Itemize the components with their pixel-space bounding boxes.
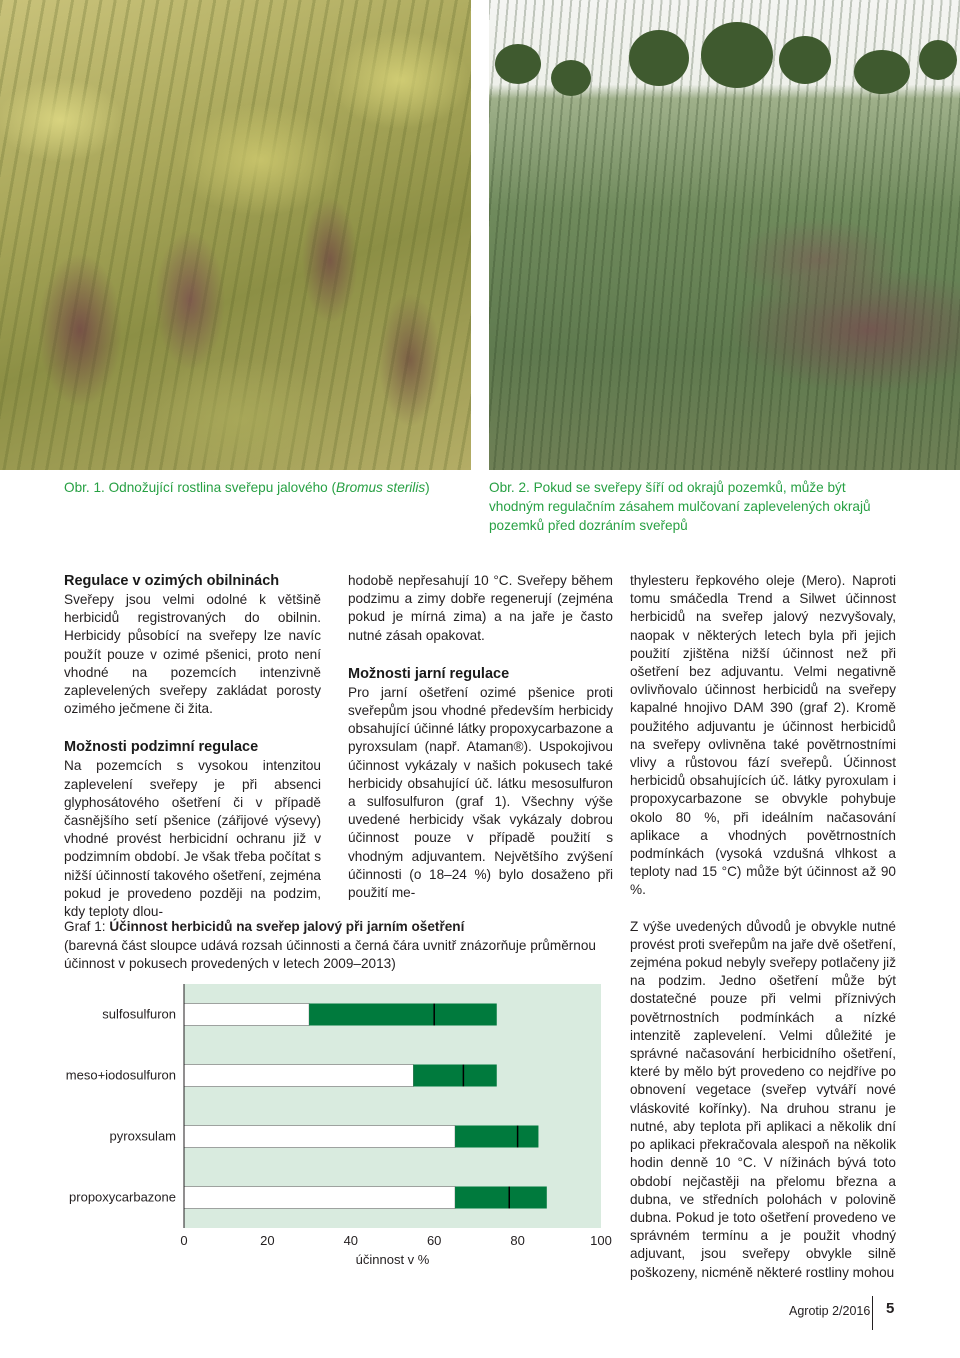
tree-shape (629, 30, 689, 86)
footer-divider (872, 1296, 873, 1330)
tree-shape (919, 40, 957, 80)
bar-base (184, 1126, 455, 1148)
column-1 (64, 572, 321, 921)
section-heading: Možnosti jarní regulace (348, 665, 510, 682)
x-tick-label: 20 (260, 1233, 275, 1248)
x-tick-label: 80 (510, 1233, 525, 1248)
graph-label: Graf 1: (64, 919, 110, 934)
section-heading: Regulace v ozimých obilninách (64, 573, 280, 589)
bar-range (309, 1004, 497, 1026)
tree-shape (779, 36, 831, 84)
tree-shape (701, 22, 773, 88)
bar-range (455, 1187, 547, 1209)
column-2 (348, 572, 613, 902)
efficacy-bar-chart (0, 980, 620, 1280)
section-heading: Možnosti podzimní regulace (64, 739, 259, 756)
page-number: 5 (886, 1300, 895, 1317)
graph-caption (64, 918, 604, 974)
tree-shape (551, 60, 591, 96)
category-label: propoxycarbazone (69, 1189, 176, 1205)
paragraph: Na pozemcích s vysokou intenzitou zaplevelení sveřepy je při absenci glyphosátového ošetření či v případě časnějšího setí pšenice (zářijové výsevy) vhodné provést herbicidní ochranu již v podzimním období. Je však třeba počítat s nižší účinností takového ošetření, zejména pokud je provedeno později na podzim, kdy teploty dlou- (64, 758, 321, 920)
paragraph: thylesteru řepkového oleje (Mero). Naproti tomu smáčedla Trend a Silwet účinnost herbicidů na sveřep jalový nezvyšovaly, naopak v některých letech byla při jejich použití zjištěna nižší účinnost než při ošetření bez adjuvantu. Velmi negativně ovlivňovalo účinnost herbicidů na sveřepy kapalné hnojivo DAM 390 (graf 2). Kromě použitého adjuvantu je účinnost herbicidů na sveřepy ovlivněna také povětrnostními vlivy a růstovou fází sveřepů. Účinnost herbicidů obsahujících úč. látky pyroxulam i propoxycarbazone se obvykle pohybuje okolo 80 %, při ideálním načasování aplikace a vhodných povětrnostních podmínkách (vysoká vzdušná vlhkost a teploty nad 15 °C) může být účinnost až 90 %. (630, 573, 896, 898)
category-label: pyroxsulam (109, 1128, 176, 1144)
graph-subtitle: (barevná část sloupce udává rozsah účinnosti a černá čára uvnitř znázorňuje průměrnou účinnost v pokusech provedených v letech 2009–2013) (64, 937, 596, 971)
x-tick-label: 100 (590, 1233, 612, 1248)
x-tick-label: 40 (343, 1233, 359, 1248)
paragraph: hodobě nepřesahují 10 °C. Sveřepy během podzimu a zimy dobře regenerují (zejména pokud je mírná zima) a na jaře je často nutné zásah opakovat. (348, 573, 613, 643)
field-margin-photo (489, 0, 960, 470)
bar-range (455, 1126, 538, 1148)
paragraph: Pro jarní ošetření ozimé pšenice proti sveřepům jsou vhodné především herbicidy obsahující účinné látky propoxycarbazone a pyroxsulam (např. Ataman®). Uspokojivou účinnost vykázaly v našich pokusech také herbicidy obsahující úč. látku mesosulfuron a sulfosulfuron (graf 1). Všechny výše uvedené herbicidy však vykázaly dobrou účinnost pouze v případě použití s vhodným adjuvantem. Největšího zvýšení účinnosti (o 18–24 %) bylo dosaženo při použití me- (348, 684, 613, 901)
tree-shape (854, 50, 910, 94)
journal-name: Agrotip 2/2016 (789, 1304, 871, 1318)
category-label: sulfosulfuron (102, 1006, 176, 1022)
bar-base (184, 1004, 309, 1026)
bar-range (413, 1065, 496, 1087)
tree-shape (495, 44, 541, 84)
x-axis-label: účinnost v % (355, 1252, 430, 1267)
bromus-plant-photo (0, 0, 471, 470)
column-3 (630, 572, 896, 1282)
bar-base (184, 1187, 455, 1209)
paragraph: Sveřepy jsou velmi odolné k většině herbicidů registrovaných do obilnin. Herbicidy působící na sveřepy lze navíc použít pouze v ozimé pšenici, proto není vhodné na pozemcích intenzivně zaplevelených sveřepy zakládat porosty ozimého ječmene či žita. (64, 592, 321, 717)
graph-title: Účinnost herbicidů na sveřep jalový při jarním ošetření (109, 919, 465, 934)
figure-2-caption: Obr. 2. Pokud se sveřepy šíří od okrajů pozemků, může být vhodným regulačním zásahem mulčovaní zaplevelených okrajů pozemků před dozráním sveřepů (489, 480, 871, 533)
bar-base (184, 1065, 413, 1087)
x-tick-label: 60 (426, 1233, 442, 1248)
figure-1-caption: Obr. 1. Odnožující rostlina sveřepu jalového (Bromus sterilis) (64, 480, 430, 495)
paragraph: Z výše uvedených důvodů je obvykle nutné provést proti sveřepům na jaře dvě ošetření, zejména pokud nebyly sveřepy potlačeny již na podzim. Jedno ošetření může být dostatečné pouze při velmi příznivých povětrnostních podmínkách a nízké intenzitě zaplevelení. Velmi důležité je správné načasování herbicidního ošetření, které by mělo být provedeno co nejdříve po obnovení vegetace (sveřep vytváří nové vláskovité kořínky). Na druhou stranu je nutné, aby teplota při aplikaci a několik dní po aplikaci překračovala alespoň na několik hodin denně 10 °C. V nížinách bývá toto období nejčastěji na přelomu března a dubna, ve středních polohách v polovině dubna. Pokud je toto ošetření provedeno ve správném termínu a je použit vhodný adjuvant, jsou sveřepy obvykle silně poškozeny, nicméně některé rostliny mohou (630, 918, 896, 1280)
category-label: meso+iodosulfuron (65, 1067, 176, 1083)
x-tick-label: 0 (180, 1233, 188, 1248)
